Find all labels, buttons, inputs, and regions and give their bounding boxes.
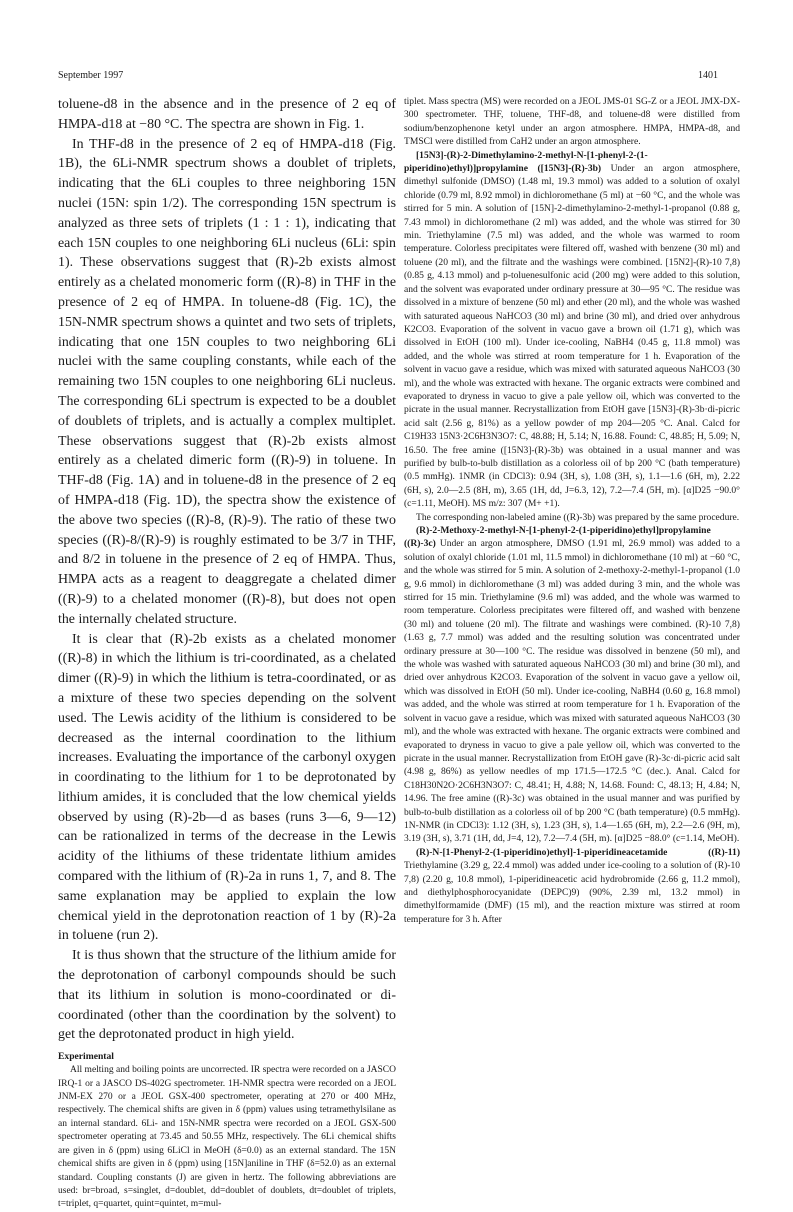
- paragraph-text: Under an argon atmosphere, dimethyl sulfonide (DMSO) (1.48 ml, 19.3 mmol) was added to a solution of oxalyl chloride (0.79 ml, 8.92 mmol) in dichloromethane (5 ml) at −60 °C, and the whole was stirred for 5 min. A solution of [15N]-2-dimethylamino-2-methyl-1-propanol (0.88 g, 7.43 mmol) in dichloromethane (2 ml) was added, and the whole was stirred for 30 min. Triethylamine (7.5 ml) was added, and the whole was warmed to room temperature. Colorless precipitates were filtered off, washed with benzene (30 ml) and toluene (20 ml), and the filtrate and the washings were combined. [15N2]-(R)-10 7,8) (0.85 g, 4.13 mmol) and p-toluenesulfonic acid (200 mg) were added to this solution, and the solvent was evaporated under ordinary pressure at 30—95 °C. The residue was dissolved in a mixture of benzene (50 ml) and ether (20 ml), and the whole was washed with saturated aqueous NaHCO3 (30 ml) and brine (30 ml), and dried over anhydrous K2CO3. Evaporation of the solvent in vacuo gave a brown oil (1.71 g), which was dissolved in EtOH (100 ml). Under ice-cooling, NaBH4 (0.45 g, 11.8 mmol) was added, and the whole was stirred at room temperature for 1 h. Evaporation of the solvent in vacuo gave a residue, which was mixed with saturated aqueous NaHCO3 (30 ml), and the whole was extracted with hexane. The organic extracts were combined and evaporated to dryness in vacuo to give a pale yellow oil, which was converted to the picrate in the usual manner. Recrystallization from EtOH gave [15N3]-(R)-3b·di-picric acid salt (2.56 g, 81%) as a yellow powder of mp 204—205 °C. Anal. Calcd for C19H33 15N3·2C6H3N3O7: C, 48.88; H, 5.14; N, 16.88. Found: C, 48.85; H, 5.09; N, 16.50. The free amine ([15N3]-(R)-3b) was obtained in a usual manner and was purified by bulb-to-bulb distillation as a colorless oil of bp 200 °C (bath temperature) (0.5 mmHg). 1NMR (in CDCl3): 0.94 (3H, s), 1.08 (3H, s), 1.1—1.6 (6H, m), 2.22 (6H, s), 2.0—2.5 (8H, m), 3.65 (1H, dd, J=6.3, 12), 7.2—7.4 (5H, m). [α]D25 −90.0° (c=1.11, MeOH). MS m/z: 307 (M+ +1).: [404, 163, 740, 510]
- body-paragraph: It is clear that (R)-2b exists as a chelated monomer ((R)-8) in which the lithium is tri-coordinated, as a chelated dimer ((R)-9) in which the lithium is tetra-coordinated, or as a mixture of these two species depending on the solvent used. The Lewis acidity of the lithium is considered to be decreased as the internal coordination to the lithium increases. Evaluating the importance of the carbonyl oxygen in coordinating to the lithium for 1 to be deprotonated by lithium amides, it is concluded that the low chemical yields observed by using (R)-2b—d as bases (runs 3—6, 9—12) can be rationalized in terms of the decrease in the Lewis acidity of the lithiums of these tridentate lithium amides compared with the lithium of (R)-2a in runs 1, 7, and 8. The same explanation may be applied to explain the low chemical yield in the deprotonation reaction of 1 by (R)-2a in toluene (run 2).: [58, 631, 396, 944]
- body-paragraph: toluene-d8 in the absence and in the presence of 2 eq of HMPA-d18 at −80 °C. The spectra are shown in Fig. 1.: [58, 97, 396, 132]
- experimental-heading: Experimental: [58, 1051, 114, 1063]
- experimental-paragraph: [404, 95, 740, 149]
- compound-heading: [15N3]-(R)-2-Dimethylamino-2-methyl-N-[1-phenyl-2-(1-piperidino)ethyl)]propylamine ([15N3]-(R)-3b): [404, 149, 648, 175]
- experimental-paragraph: [404, 846, 740, 926]
- experimental-paragraph: [404, 524, 740, 846]
- experimental-paragraph: All melting and boiling points are uncorrected. IR spectra were recorded on a JASCO IRQ-1 or a JASCO DS-402G spectrometer. 1H-NMR spectra were recorded on a JEOL JNM-EX 270 or a JEOL GSX-400 spectrometer, operating at 270 or 400 MHz, respectively. The chemical shifts are given in δ (ppm) values using tetramethylsilane as an internal standard. 6Li- and 15N-NMR spectra were recorded on a JEOL GSX-500 spectrometer operating at 73.45 and 50.55 MHz, respectively. The 6Li chemical shifts are given in δ (ppm) using 6LiCl in MeOH (δ=0.0) as an external standard. The 15N chemical shifts are given in δ (ppm) using [15N]aniline in THF (δ=52.0) as an external standard. Coupling constants (J) are given in hertz. The following abbreviations are used: br=broad, s=singlet, d=doublet, dd=doublet of doublets, dt=doublet of triplets, t=triplet, q=quartet, quint=quintet, m=mul-: [58, 1065, 396, 1210]
- body-paragraph: In THF-d8 in the presence of 2 eq of HMPA-d18 (Fig. 1B), the 6Li-NMR spectrum shows a doublet of triplets, indicating that the 6Li couples to three neighboring 15N nuclei (15N: spin 1/2). The corresponding 15N spectrum is analyzed as three sets of triplets (1 : 1 : 1), indicating that each 15N couples to one neighboring 6Li nucleus (6Li: spin 1). These observations suggest that (R)-2b exists almost entirely as a chelated monomeric form ((R)-8) in THF in the presence of 2 eq of HMPA. In toluene-d8 (Fig. 1C), the 15N-NMR spectrum shows a quintet and two sets of triplets, indicating that one 15N couples to two neighboring 6Li nuclei with the same coupling constants, while each of the remaining two 15N couples to one neighboring 6Li nucleus. The corresponding 6Li spectrum is expected to be a doublet of doublets of triplets, and is actually a complex multiplet. These observations suggest that (R)-2b exists almost entirely as a chelated dimeric form ((R)-9) in toluene. In THF-d8 (Fig. 1A) and in toluene-d8 in the presence of 2 eq of HMPA-d18 (Fig. 1D), the spectra show the existence of the above two species ((R)-8, (R)-9). The ratio of these two species ((R)-8/(R)-9) is roughly estimated to be 3/7 in THF, and 8/2 in toluene in the presence of 2 eq of HMPA. Thus, HMPA acts as a reagent to deaggregate a chelated dimer ((R)-9) to a chelated monomer ((R)-8), but does not open the internally chelated structure.: [58, 136, 396, 627]
- page-number: 1401: [698, 70, 718, 81]
- paragraph-text: Under an argon atmosphere, DMSO (1.91 ml, 26.9 mmol) was added to a solution of oxalyl chloride (1.01 ml, 11.5 mmol) in dichloromethane (10 ml) at −60 °C, and the whole was stirred for 5 min. A solution of 2-methoxy-2-methyl-1-propanol (1.0 g, 9.6 mmol) in dichloromethane (3 ml) was added during 3 min, and the whole was stirred for 15 min. Triethylamine (9.6 ml) was added, and the whole was warmed to room temperature. Colorless precipitates were filtered off, and washed with benzene (30 ml) and toluene (20 ml). The filtrate and washings were combined. (R)-10 7,8) (1.63 g, 7.7 mmol) was added and the resulting solution was concentrated under ordinary pressure at 30—100 °C. The residue was dissolved in benzene (50 ml), and the whole was washed with saturated aqueous NaHCO3 (30 ml) and brine (30 ml), and dried over anhydrous K2CO3. Evaporation of the solvent in vacuo gave a yellow oil, which was dissolved in EtOH (50 ml). Under ice-cooling, NaBH4 (0.60 g, 16.8 mmol) was added, and the whole was stirred at room temperature for 1 h. Evaporation of the solvent in vacuo gave a residue, which was mixed with saturated aqueous NaHCO3 (30 ml), and the whole was extracted with hexane. The organic extracts were combined and evaporated to dryness in vacuo to give a pale yellow oil, which was converted to the picrate in the usual manner. Recrystallization from EtOH gave (R)-3c·di-picric acid salt (4.98 g, 86%) as yellow needles of mp 171.5—172.5 °C (dec.). Anal. Calcd for C18H30N2O·2C6H3N3O7: C, 48.41; H, 4.88; N, 14.68. Found: C, 48.13; H, 4.84; N, 14.96. The free amine ((R)-3c) was obtained in the usual manner and was purified by bulb-to-bulb distillation as a colorless oil of bp 200 °C (bath temperature) (0.5 mmHg). 1N-NMR (in CDCl3): 1.12 (3H, s), 1.23 (3H, s), 1.4—1.65 (6H, m), 2.2—2.6 (9H, m), 3.19 (3H, s), 3.71 (1H, dd, J=4, 12), 7.2—7.4 (5H, m). [α]D25 −88.0° (c=1.14, MeOH).: [404, 538, 740, 845]
- body-paragraph: It is thus shown that the structure of the lithium amide for the deprotonation of carbonyl compounds should be such that its lithium in solution is mono-coordinated or di-coordinated (other than the coordination by the solvent) to get the deprotonated product in high yield.: [58, 948, 396, 1043]
- experimental-paragraph: [404, 511, 740, 524]
- paragraph-text: tiplet. Mass spectra (MS) were recorded on a JEOL JMS-01 SG-Z or a JEOL JMX-DX-300 spectrometer. THF, toluene, THF-d8, and toluene-d8 were distilled from sodium/benzophenone ketyl under an argon atmosphere. HMPA, HMPA-d8, and TMSCl were distilled from CaH2 under an argon atmosphere.: [404, 96, 740, 148]
- experimental-paragraph: [404, 149, 740, 511]
- compound-heading: (R)-2-Methoxy-2-methyl-N-[1-phenyl-2-(1-piperidino)ethyl]propylamine ((R)-3c): [404, 525, 711, 550]
- paragraph-text: The corresponding non-labeled amine ((R)-3b) was prepared by the same procedure.: [416, 511, 740, 523]
- compound-heading: (R)-N-[1-Phenyl-2-(1-piperidino)ethyl]-1-piperidineacetamide ((R)-11): [416, 846, 740, 858]
- right-column: [404, 95, 740, 926]
- running-header-date: September 1997: [58, 70, 124, 81]
- paragraph-text: Triethylamine (3.29 g, 22.4 mmol) was added under ice-cooling to a solution of (R)-10 7,8) (2.20 g, 10.8 mmol), 1-piperidineacetic acid hydrobromide (2.66 g, 11.2 mmol), and diethylphosphorocyanidate (DEPC)9) (90%, 2.39 ml, 13.2 mmol) in dimethylformamide (DMF) (15 ml), and the reaction mixture was stirred at room temperature for 3 h. After: [404, 860, 740, 925]
- left-column: [58, 95, 396, 1212]
